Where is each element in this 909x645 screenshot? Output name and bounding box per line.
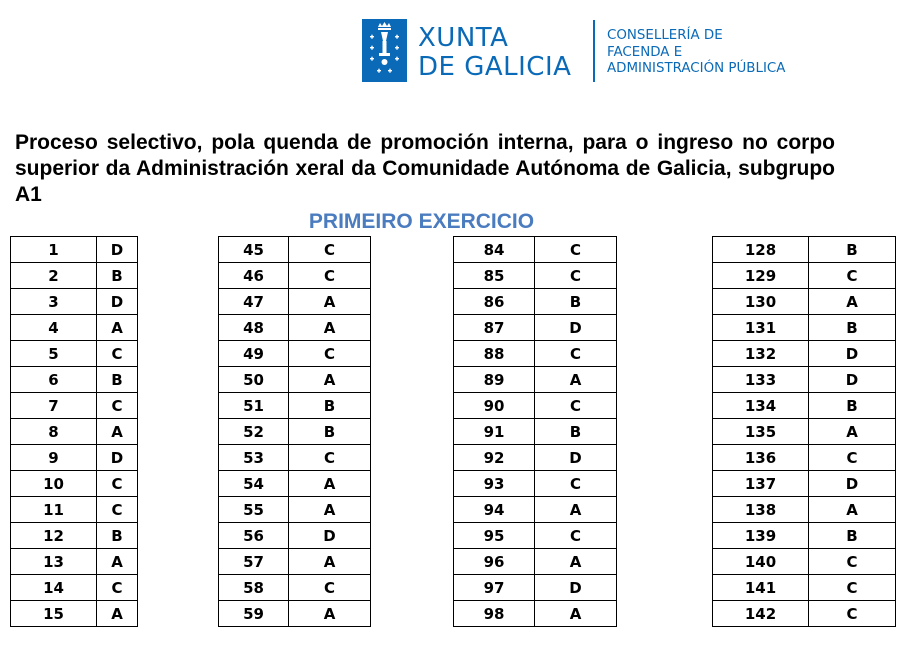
logo-line-2: DE GALICIA xyxy=(418,52,572,82)
answer-row xyxy=(713,237,896,263)
logo-divider xyxy=(593,20,595,82)
answer-letter: A xyxy=(289,367,371,393)
answer-letter: C xyxy=(535,341,617,367)
answer-row xyxy=(713,549,896,575)
question-number: 93 xyxy=(454,471,535,497)
answer-row xyxy=(11,471,138,497)
answer-letter: B xyxy=(97,367,138,393)
answer-letter: C xyxy=(97,471,138,497)
question-number: 45 xyxy=(219,237,289,263)
answer-letter: A xyxy=(97,315,138,341)
answer-row xyxy=(454,289,617,315)
question-number: 90 xyxy=(454,393,535,419)
answer-letter: C xyxy=(535,393,617,419)
answer-letter: B xyxy=(97,523,138,549)
question-number: 98 xyxy=(454,601,535,627)
answer-row xyxy=(713,341,896,367)
answer-table-4 xyxy=(712,236,896,627)
answer-row xyxy=(219,445,371,471)
answer-row xyxy=(454,419,617,445)
answer-row xyxy=(713,393,896,419)
answer-row xyxy=(713,575,896,601)
question-number: 5 xyxy=(11,341,97,367)
answer-row xyxy=(11,341,138,367)
answer-letter: C xyxy=(289,237,371,263)
question-number: 131 xyxy=(713,315,809,341)
question-number: 7 xyxy=(11,393,97,419)
answer-row xyxy=(11,289,138,315)
answer-row xyxy=(713,315,896,341)
question-number: 47 xyxy=(219,289,289,315)
answer-row xyxy=(454,523,617,549)
answer-row xyxy=(219,471,371,497)
answer-letter: C xyxy=(289,341,371,367)
answer-row xyxy=(454,393,617,419)
question-number: 84 xyxy=(454,237,535,263)
question-number: 54 xyxy=(219,471,289,497)
question-number: 92 xyxy=(454,445,535,471)
answer-row xyxy=(454,497,617,523)
answer-row xyxy=(11,445,138,471)
answer-row xyxy=(11,523,138,549)
question-number: 138 xyxy=(713,497,809,523)
answer-letter: A xyxy=(97,549,138,575)
question-number: 15 xyxy=(11,601,97,627)
answer-row xyxy=(11,393,138,419)
question-number: 6 xyxy=(11,367,97,393)
answer-letter: A xyxy=(289,289,371,315)
answer-row xyxy=(219,341,371,367)
answer-letter: B xyxy=(535,419,617,445)
answer-row xyxy=(454,263,617,289)
document-title: Proceso selectivo, pola quenda de promoción interna, para o ingreso no corpo superior da Administración xeral da Comunidade Autónoma de Galicia, subgrupo A1 xyxy=(15,131,835,206)
answer-row xyxy=(219,263,371,289)
answer-letter: C xyxy=(809,575,896,601)
answer-row xyxy=(11,237,138,263)
answer-row xyxy=(219,497,371,523)
answer-letter: C xyxy=(809,601,896,627)
question-number: 3 xyxy=(11,289,97,315)
answer-row xyxy=(219,523,371,549)
answer-letter: C xyxy=(289,263,371,289)
question-number: 50 xyxy=(219,367,289,393)
answer-letter: B xyxy=(809,523,896,549)
answer-letter: B xyxy=(535,289,617,315)
answer-letter: D xyxy=(535,445,617,471)
question-number: 94 xyxy=(454,497,535,523)
answer-row xyxy=(454,549,617,575)
answer-letter: A xyxy=(289,497,371,523)
answer-letter: D xyxy=(809,367,896,393)
answer-letter: A xyxy=(289,471,371,497)
question-number: 4 xyxy=(11,315,97,341)
question-number: 14 xyxy=(11,575,97,601)
question-number: 11 xyxy=(11,497,97,523)
answer-row xyxy=(219,367,371,393)
answer-letter: A xyxy=(535,367,617,393)
answer-row xyxy=(713,263,896,289)
answer-letter: A xyxy=(97,419,138,445)
answer-row xyxy=(11,315,138,341)
question-number: 133 xyxy=(713,367,809,393)
answer-letter: C xyxy=(535,263,617,289)
question-number: 13 xyxy=(11,549,97,575)
answer-row xyxy=(219,289,371,315)
answer-row xyxy=(219,237,371,263)
question-number: 135 xyxy=(713,419,809,445)
answer-row xyxy=(11,497,138,523)
question-number: 55 xyxy=(219,497,289,523)
answer-row xyxy=(454,601,617,627)
answer-row xyxy=(713,471,896,497)
question-number: 59 xyxy=(219,601,289,627)
question-number: 89 xyxy=(454,367,535,393)
question-number: 95 xyxy=(454,523,535,549)
question-number: 140 xyxy=(713,549,809,575)
question-number: 130 xyxy=(713,289,809,315)
answer-row xyxy=(713,497,896,523)
answer-letter: A xyxy=(809,419,896,445)
question-number: 139 xyxy=(713,523,809,549)
question-number: 128 xyxy=(713,237,809,263)
answer-row xyxy=(454,575,617,601)
answer-row xyxy=(454,367,617,393)
question-number: 137 xyxy=(713,471,809,497)
answer-letter: B xyxy=(809,315,896,341)
answer-letter: B xyxy=(97,263,138,289)
answer-row xyxy=(219,393,371,419)
answer-letter: C xyxy=(97,393,138,419)
department-line-1: CONSELLERÍA DE xyxy=(607,28,723,43)
answer-letter: A xyxy=(535,497,617,523)
answer-letter: B xyxy=(289,419,371,445)
answer-letter: C xyxy=(535,523,617,549)
question-number: 96 xyxy=(454,549,535,575)
answer-row xyxy=(713,419,896,445)
answer-letter: C xyxy=(809,445,896,471)
answer-row xyxy=(713,289,896,315)
question-number: 2 xyxy=(11,263,97,289)
question-number: 88 xyxy=(454,341,535,367)
question-number: 12 xyxy=(11,523,97,549)
answer-row xyxy=(219,549,371,575)
answer-letter: D xyxy=(289,523,371,549)
answer-row xyxy=(713,367,896,393)
answer-row xyxy=(219,601,371,627)
answer-letter: A xyxy=(289,549,371,575)
exercise-subtitle: PRIMEIRO EXERCICIO xyxy=(308,210,535,233)
question-number: 51 xyxy=(219,393,289,419)
question-number: 57 xyxy=(219,549,289,575)
question-number: 97 xyxy=(454,575,535,601)
question-number: 58 xyxy=(219,575,289,601)
question-number: 56 xyxy=(219,523,289,549)
answer-row xyxy=(454,445,617,471)
answer-letter: A xyxy=(535,601,617,627)
answer-table-1 xyxy=(10,236,138,627)
answer-letter: D xyxy=(535,315,617,341)
answer-letter: C xyxy=(97,575,138,601)
answer-letter: A xyxy=(809,497,896,523)
answer-letter: B xyxy=(809,393,896,419)
answer-row xyxy=(11,263,138,289)
answer-row xyxy=(713,601,896,627)
answer-table-3 xyxy=(453,236,617,627)
answer-letter: A xyxy=(535,549,617,575)
answer-letter: C xyxy=(535,237,617,263)
question-number: 129 xyxy=(713,263,809,289)
answer-row xyxy=(713,523,896,549)
question-number: 142 xyxy=(713,601,809,627)
question-number: 49 xyxy=(219,341,289,367)
answer-letter: B xyxy=(289,393,371,419)
question-number: 1 xyxy=(11,237,97,263)
question-number: 53 xyxy=(219,445,289,471)
question-number: 86 xyxy=(454,289,535,315)
answer-row xyxy=(11,549,138,575)
question-number: 87 xyxy=(454,315,535,341)
question-number: 48 xyxy=(219,315,289,341)
answer-letter: D xyxy=(809,341,896,367)
answer-row xyxy=(454,471,617,497)
answer-row xyxy=(11,575,138,601)
answer-letter: C xyxy=(97,341,138,367)
answer-letter: C xyxy=(289,445,371,471)
answer-letter: C xyxy=(535,471,617,497)
answer-row xyxy=(219,419,371,445)
question-number: 136 xyxy=(713,445,809,471)
department-line-2: FACENDA E xyxy=(607,44,683,60)
answer-row xyxy=(11,367,138,393)
answer-row xyxy=(454,341,617,367)
question-number: 91 xyxy=(454,419,535,445)
answer-row xyxy=(219,575,371,601)
question-number: 46 xyxy=(219,263,289,289)
answer-letter: A xyxy=(289,315,371,341)
question-number: 134 xyxy=(713,393,809,419)
question-number: 8 xyxy=(11,419,97,445)
answer-letter: A xyxy=(809,289,896,315)
department-line-3: ADMINISTRACIÓN PÚBLICA xyxy=(607,61,786,76)
answer-letter: B xyxy=(809,237,896,263)
answer-row xyxy=(11,419,138,445)
answer-letter: C xyxy=(809,263,896,289)
answer-row xyxy=(454,237,617,263)
answer-letter: C xyxy=(289,575,371,601)
question-number: 85 xyxy=(454,263,535,289)
answer-letter: D xyxy=(809,471,896,497)
answer-letter: D xyxy=(97,445,138,471)
question-number: 9 xyxy=(11,445,97,471)
answer-row xyxy=(713,445,896,471)
answer-row xyxy=(11,601,138,627)
answer-row xyxy=(454,315,617,341)
answer-letter: A xyxy=(289,601,371,627)
answer-letter: D xyxy=(97,237,138,263)
answer-letter: D xyxy=(535,575,617,601)
answer-letter: A xyxy=(97,601,138,627)
answer-letter: D xyxy=(97,289,138,315)
question-number: 141 xyxy=(713,575,809,601)
question-number: 132 xyxy=(713,341,809,367)
answer-row xyxy=(219,315,371,341)
question-number: 10 xyxy=(11,471,97,497)
answer-letter: C xyxy=(97,497,138,523)
answer-table-2 xyxy=(218,236,371,627)
answer-letter: C xyxy=(809,549,896,575)
logo-wordmark xyxy=(418,24,571,82)
logo-line-1: XUNTA xyxy=(418,23,509,53)
galicia-coat-of-arms-icon xyxy=(362,19,407,82)
department-name xyxy=(607,28,785,78)
question-number: 52 xyxy=(219,419,289,445)
